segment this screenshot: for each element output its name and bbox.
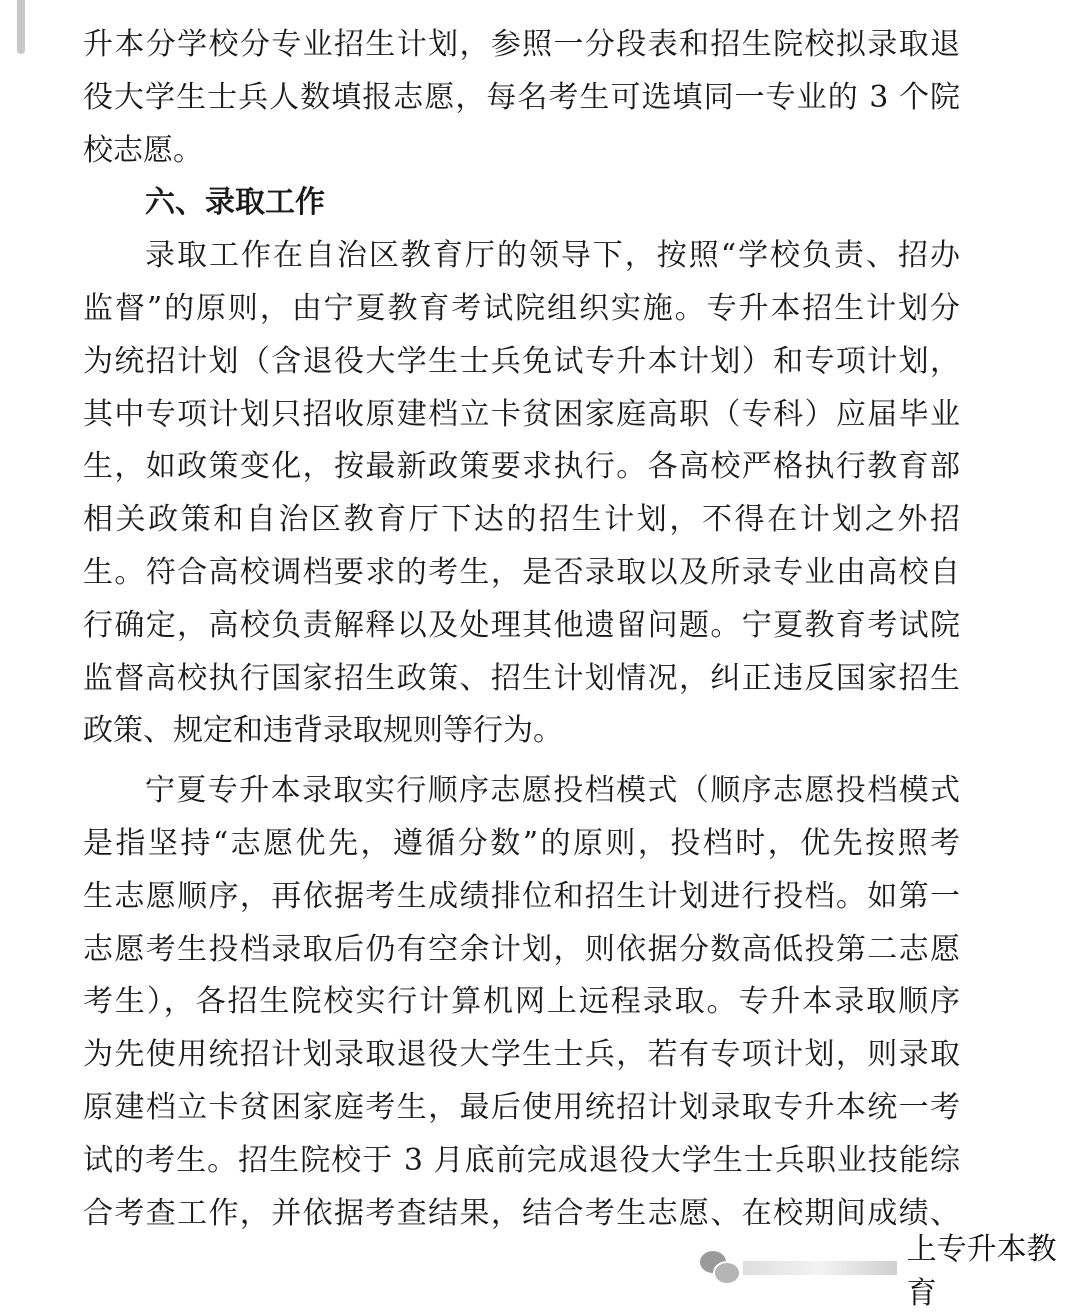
text-line: 原建档立卡贫困家庭考生，最后使用统招计划录取专升本统一考 (83, 1089, 960, 1125)
text-line: 试的考生。招生院校于 3 月底前完成退役大学生士兵职业技能综 (83, 1142, 960, 1178)
text-line: 行确定，高校负责解释以及处理其他遗留问题。宁夏教育考试院 (83, 607, 960, 643)
text-line: 生。符合高校调档要求的考生，是否录取以及所录专业由高校自 (83, 554, 960, 590)
text-line: 为先使用统招计划录取退役大学生士兵，若有专项计划，则录取 (83, 1037, 960, 1073)
section-heading: 六、录取工作 (145, 185, 325, 221)
text-line: 生志愿顺序，再依据考生成绩排位和招生计划进行投档。如第一 (83, 878, 960, 914)
text-line: 政策、规定和违背录取规则等行为。 (83, 713, 563, 749)
watermark (700, 1232, 1080, 1311)
paragraph-2 (83, 230, 960, 758)
blurred-account-name (743, 1261, 897, 1275)
text-line: 校志愿。 (83, 132, 203, 168)
text-line: 相关政策和自治区教育厅下达的招生计划，不得在计划之外招 (83, 502, 960, 538)
scrollbar[interactable] (17, 0, 25, 54)
text-line: 考生），各招生院校实行计算机网上远程录取。专升本录取顺序 (83, 984, 960, 1020)
wechat-icon (700, 1251, 739, 1285)
text-line: 生，如政策变化，按最新政策要求执行。各高校严格执行教育部 (83, 449, 960, 485)
paragraph-1 (83, 19, 960, 177)
text-line: 合考查工作，并依据考查结果，结合考生志愿、在校期间成绩、 (83, 1195, 960, 1231)
text-line: 役大学生士兵人数填报志愿，每名考生可选填同一专业的 3 个院 (83, 79, 960, 115)
watermark-text: 上专升本教育 (906, 1232, 1057, 1311)
text-line: 为统招计划（含退役大学生士兵免试专升本计划）和专项计划， (83, 343, 960, 379)
document-body (83, 19, 960, 1240)
text-line: 监督高校执行国家招生政策、招生计划情况，纠正违反国家招生 (83, 660, 960, 696)
text-line: 录取工作在自治区教育厅的领导下，按照“学校负责、招办 (145, 238, 960, 274)
text-line: 其中专项计划只招收原建档立卡贫困家庭高职（专科）应届毕业 (83, 396, 960, 432)
text-line: 是指坚持“志愿优先，遵循分数”的原则，投档时，优先按照考 (83, 825, 960, 861)
text-line: 宁夏专升本录取实行顺序志愿投档模式（顺序志愿投档模式 (145, 773, 960, 809)
text-line: 志愿考生投档录取后仍有空余计划，则依据分数高低投第二志愿 (83, 931, 960, 967)
text-line: 升本分学校分专业招生计划，参照一分段表和招生院校拟录取退 (83, 27, 960, 62)
paragraph-3 (83, 765, 960, 1240)
text-line: 监督”的原则，由宁夏教育考试院组织实施。专升本招生计划分 (83, 290, 960, 326)
